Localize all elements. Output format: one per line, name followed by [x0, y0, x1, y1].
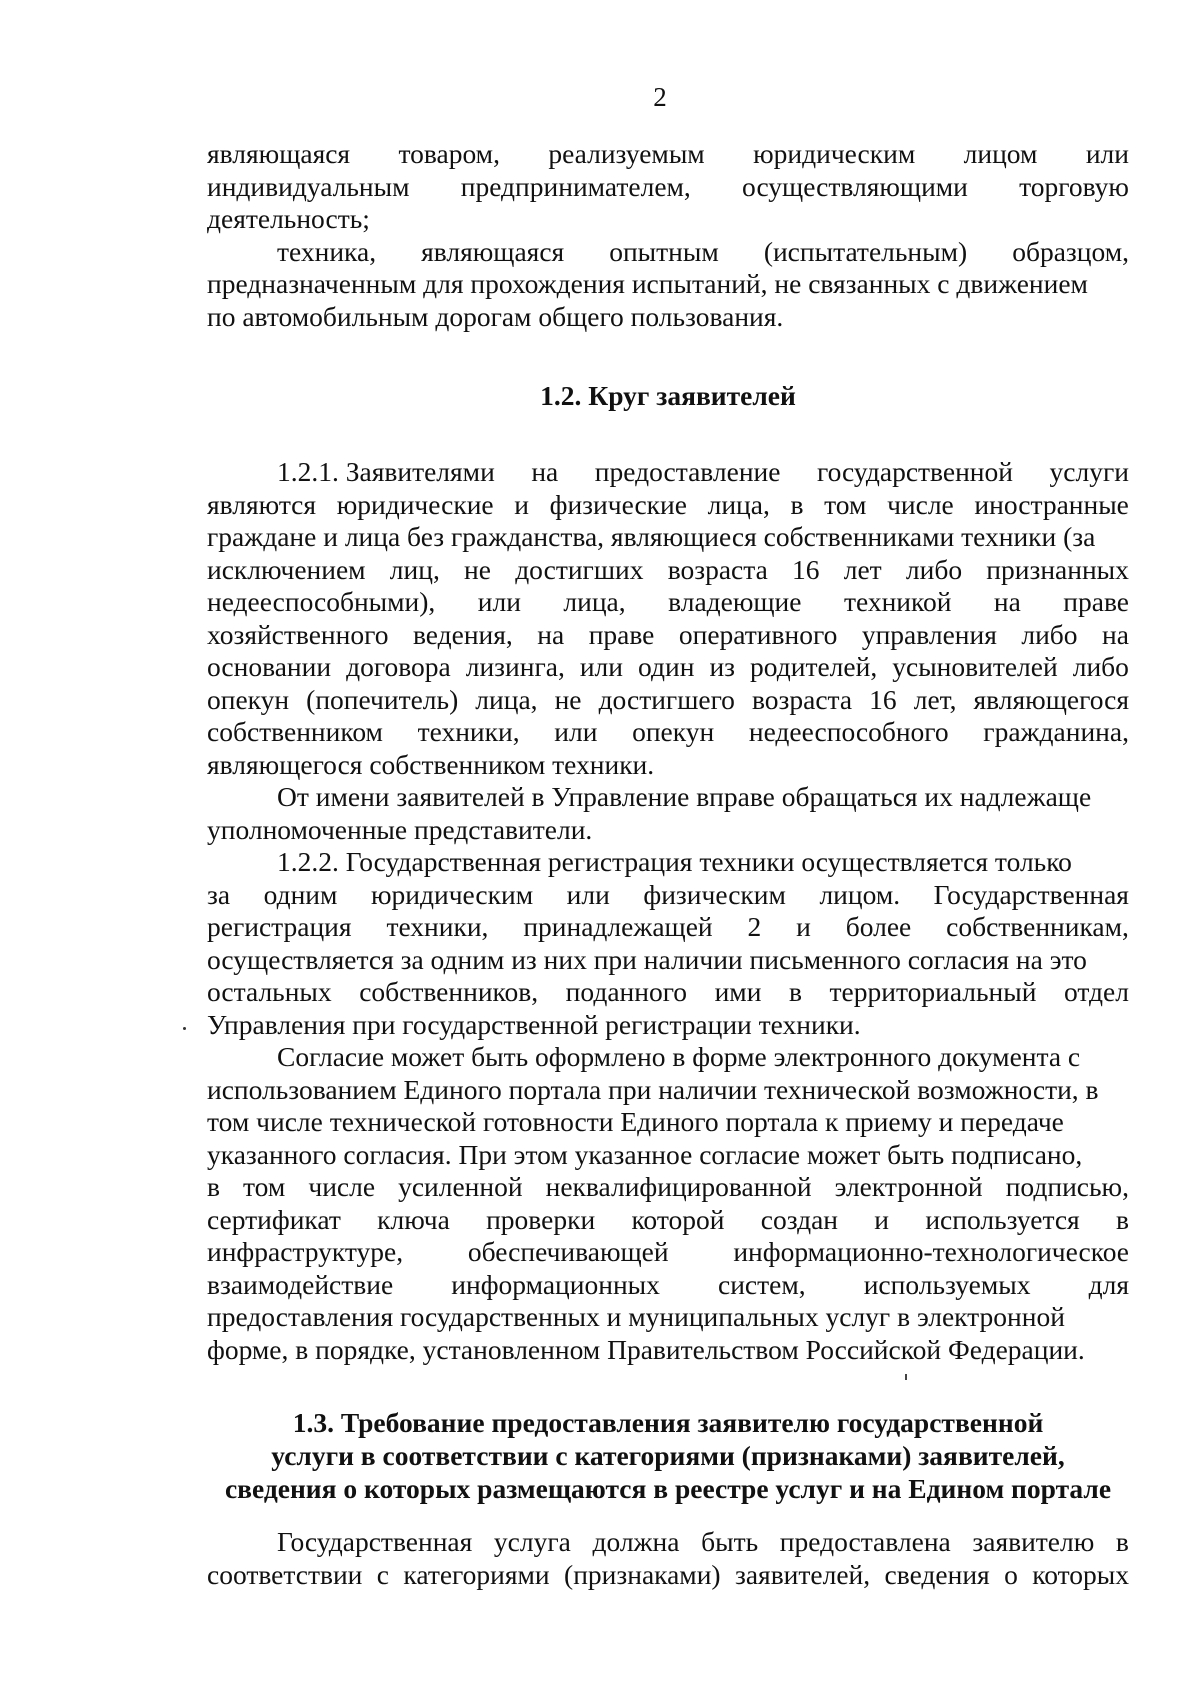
word: из [709, 651, 736, 682]
word: проверки [486, 1203, 596, 1235]
word: за [207, 878, 231, 910]
word: и [796, 911, 811, 942]
word: собственникам, [946, 911, 1129, 942]
word: недееспособного [748, 716, 949, 747]
word: являющегося [973, 683, 1129, 715]
word: заявителей, [734, 1558, 871, 1590]
word: либо [1021, 618, 1078, 650]
word: указанного согласия. При этом указанное согласие может быть подписано, [207, 1138, 1083, 1170]
word: юридические [336, 488, 494, 520]
word: физические [549, 488, 687, 520]
word: не [464, 553, 491, 585]
word: принадлежащей [523, 911, 713, 942]
word: в [1116, 1203, 1129, 1235]
word: являются [207, 488, 317, 520]
word: форме, в порядке, установленном Правительством Российской Федерации. [207, 1333, 1085, 1365]
word: достигших [515, 553, 644, 585]
word: владеющие [668, 586, 802, 617]
text-line [207, 976, 1129, 1009]
word: использованием Единого портала при наличии технической возможности, в [207, 1073, 1099, 1105]
word: лица, [475, 683, 538, 715]
word: уполномоченные представители. [207, 813, 593, 845]
word: возраста [751, 683, 853, 715]
word: которых [1032, 1558, 1129, 1590]
word: гражданина, [983, 716, 1129, 747]
text-line [207, 1269, 1129, 1302]
word: и [874, 1203, 890, 1235]
text-line [207, 301, 1129, 334]
word: неквалифицированной [545, 1171, 812, 1202]
word: 1.2.2. Государственная регистрация техники осуществляется только [277, 846, 1072, 877]
word: опекун [632, 716, 715, 747]
word: образцом, [1012, 235, 1129, 267]
word: отдел [1063, 976, 1129, 1007]
word: ключа [377, 1203, 450, 1235]
word: основании [207, 651, 332, 682]
word: лицом [963, 138, 1038, 169]
text-line [207, 1171, 1129, 1204]
word: числе [308, 1171, 376, 1202]
word: признанных [986, 553, 1129, 585]
word: опытным [609, 235, 719, 267]
word: хозяйственного [207, 618, 389, 650]
word: государственной [817, 456, 1013, 487]
word: информационно-технологическое [733, 1236, 1129, 1267]
word: Государственная [933, 878, 1129, 910]
word: праве [588, 618, 655, 650]
text-line [207, 1236, 1129, 1269]
word: или [566, 878, 610, 910]
word: предпринимателем, [460, 170, 691, 202]
word: услуга [493, 1526, 571, 1557]
text-line [207, 1334, 1129, 1367]
text-line [207, 684, 1129, 717]
word: быть [701, 1526, 759, 1557]
scan-speck [905, 1374, 907, 1380]
word: От имени заявителей в Управление вправе обращаться их надлежаще [277, 781, 1092, 812]
word: индивидуальным [207, 170, 410, 202]
word: ведения, [412, 618, 513, 650]
word: торговую [1019, 170, 1129, 202]
word: сертификат [207, 1203, 341, 1235]
word: деятельность; [207, 203, 370, 234]
word: с [376, 1558, 389, 1590]
word: опекун [207, 683, 290, 715]
word: недееспособными), [207, 586, 436, 617]
word: осуществляющими [742, 170, 968, 202]
word: в [1115, 1526, 1129, 1557]
text-line [207, 171, 1129, 204]
word: одним [263, 878, 338, 910]
word: обеспечивающей [467, 1236, 669, 1267]
word: на [1102, 618, 1129, 650]
text-line [207, 814, 1129, 847]
word: 16 [792, 553, 820, 585]
word: 16 [869, 683, 897, 715]
word: иностранные [974, 488, 1129, 520]
text-line [207, 716, 1129, 749]
word: используемых [863, 1268, 1031, 1300]
word: юридическим [753, 138, 916, 169]
text-line [207, 911, 1129, 944]
word: том числе технической готовности Единого портала к приему и передаче [207, 1106, 1064, 1137]
word: услуги [1049, 456, 1129, 487]
word: являющегося собственником техники. [207, 748, 655, 780]
heading-line: сведения о которых размещаются в реестре услуг и на Едином портале [224, 1473, 1112, 1504]
paragraph-block-requirement [207, 1526, 1129, 1591]
word: товаром, [398, 138, 500, 169]
word: используется [925, 1203, 1080, 1235]
scan-speck [183, 1027, 186, 1030]
word: техника, [277, 235, 377, 267]
text-line [207, 879, 1129, 912]
word: которой [631, 1203, 725, 1235]
word: юридическим [370, 878, 534, 910]
word: взаимодействие [207, 1268, 394, 1300]
word: один [638, 651, 695, 682]
text-line [207, 749, 1129, 782]
word: Управления при государственной регистрации техники. [207, 1008, 861, 1040]
word: исключением [207, 553, 366, 585]
word: остальных [207, 976, 332, 1007]
word: физическим [643, 878, 786, 910]
text-line [207, 781, 1129, 814]
word: (испытательным) [763, 235, 968, 267]
word: 2 [747, 911, 762, 942]
text-line [207, 1009, 1129, 1042]
text-line [207, 586, 1129, 619]
text-line [207, 456, 1129, 489]
word: сведения [884, 1558, 990, 1590]
word: регистрация [207, 911, 352, 942]
section-heading-1-3 [207, 1406, 1129, 1505]
word: предоставлена [779, 1526, 951, 1557]
word: для [1088, 1268, 1129, 1300]
text-line [207, 138, 1129, 171]
word: создан [760, 1203, 838, 1235]
word: соответствии [207, 1558, 363, 1590]
word: или [554, 716, 598, 747]
word: информационных [451, 1268, 660, 1300]
word: инфраструктуре, [207, 1236, 404, 1267]
word: (попечитель) [306, 683, 459, 715]
text-line [207, 944, 1129, 977]
word: в [788, 976, 802, 1007]
word: либо [905, 553, 963, 585]
section-heading-1-2: 1.2. Круг заявителей [540, 380, 796, 411]
word: в [790, 488, 804, 520]
word: ими [714, 976, 762, 1007]
word: на [531, 456, 559, 487]
word: том [243, 1171, 286, 1202]
word: усыновителей [892, 651, 1058, 682]
text-line [207, 1301, 1129, 1334]
word: (признаками) [564, 1558, 721, 1590]
word: договора [346, 651, 451, 682]
word: управления [861, 618, 997, 650]
word: возраста [667, 553, 768, 585]
word: являющаяся [207, 138, 351, 169]
word: собственников, [359, 976, 539, 1007]
word: электронной [834, 1171, 983, 1202]
word: предоставление [594, 456, 781, 487]
text-line [207, 1559, 1129, 1592]
word: на [537, 618, 565, 650]
word: техники, [386, 911, 489, 942]
word: техникой [843, 586, 952, 617]
text-line [207, 203, 1129, 236]
word: должна [592, 1526, 680, 1557]
word: или [477, 586, 521, 617]
word: являющаяся [421, 235, 565, 267]
word: праве [1063, 586, 1129, 617]
text-line [207, 1204, 1129, 1237]
word: категориями [403, 1558, 550, 1590]
word: 1.2.1. Заявителями [277, 456, 495, 487]
heading-line: услуги в соответствии с категориями (признаками) заявителей, [271, 1440, 1065, 1471]
word: или [579, 651, 624, 682]
word: оперативного [678, 618, 838, 650]
text-line [207, 619, 1129, 652]
word: территориальный [829, 976, 1037, 1007]
word: числе [887, 488, 954, 520]
word: на [993, 586, 1021, 617]
text-line [207, 1106, 1129, 1139]
text-line [207, 1074, 1129, 1107]
word: подписью, [1005, 1171, 1129, 1202]
word: в [207, 1171, 220, 1202]
word: усиленной [398, 1171, 523, 1202]
word: Государственная [277, 1526, 473, 1557]
word: предоставления государственных и муниципальных услуг в электронной [207, 1301, 1065, 1332]
text-line [207, 489, 1129, 522]
text-line [207, 1526, 1129, 1559]
word: родителей, [750, 651, 878, 682]
word: либо [1072, 651, 1129, 682]
word: о [1004, 1558, 1018, 1590]
word: или [1085, 138, 1129, 169]
word: реализуемым [548, 138, 705, 169]
word: лиц, [389, 553, 440, 585]
word: осуществляется за одним из них при наличии письменного согласия на это [207, 943, 1087, 975]
word: достигшего [598, 683, 735, 715]
text-line [207, 1041, 1129, 1074]
text-line [207, 554, 1129, 587]
text-line [207, 1139, 1129, 1172]
word: собственником [207, 716, 383, 747]
text-line [207, 236, 1129, 269]
word: лица, [707, 488, 770, 520]
word: по автомобильным дорогам общего пользования. [207, 300, 784, 332]
word: заявителю [972, 1526, 1095, 1557]
word: поданного [565, 976, 688, 1007]
page-number: 2 [653, 82, 667, 112]
paragraph-block-intro [207, 138, 1129, 333]
text-line [207, 651, 1129, 684]
word: Согласие может быть оформлено в форме электронного документа с [277, 1041, 1081, 1072]
paragraph-block-applicants [207, 456, 1129, 1366]
text-line [207, 268, 1129, 301]
word: лизинга, [465, 651, 565, 682]
word: не [554, 683, 582, 715]
word: более [845, 911, 912, 942]
text-line [207, 521, 1129, 554]
text-line [207, 846, 1129, 879]
word: систем, [717, 1268, 806, 1300]
word: и [514, 488, 529, 520]
word: техники, [417, 716, 520, 747]
word: предназначенным для прохождения испытаний, не связанных с движением [207, 268, 1088, 299]
word: лица, [563, 586, 626, 617]
word: граждане и лица без гражданства, являющиеся собственниками техники (за [207, 521, 1096, 552]
heading-line: 1.3. Требование предоставления заявителю государственной [292, 1407, 1044, 1438]
word: лет, [913, 683, 957, 715]
word: лет [843, 553, 882, 585]
word: лицом. [819, 878, 901, 910]
word: том [824, 488, 867, 520]
